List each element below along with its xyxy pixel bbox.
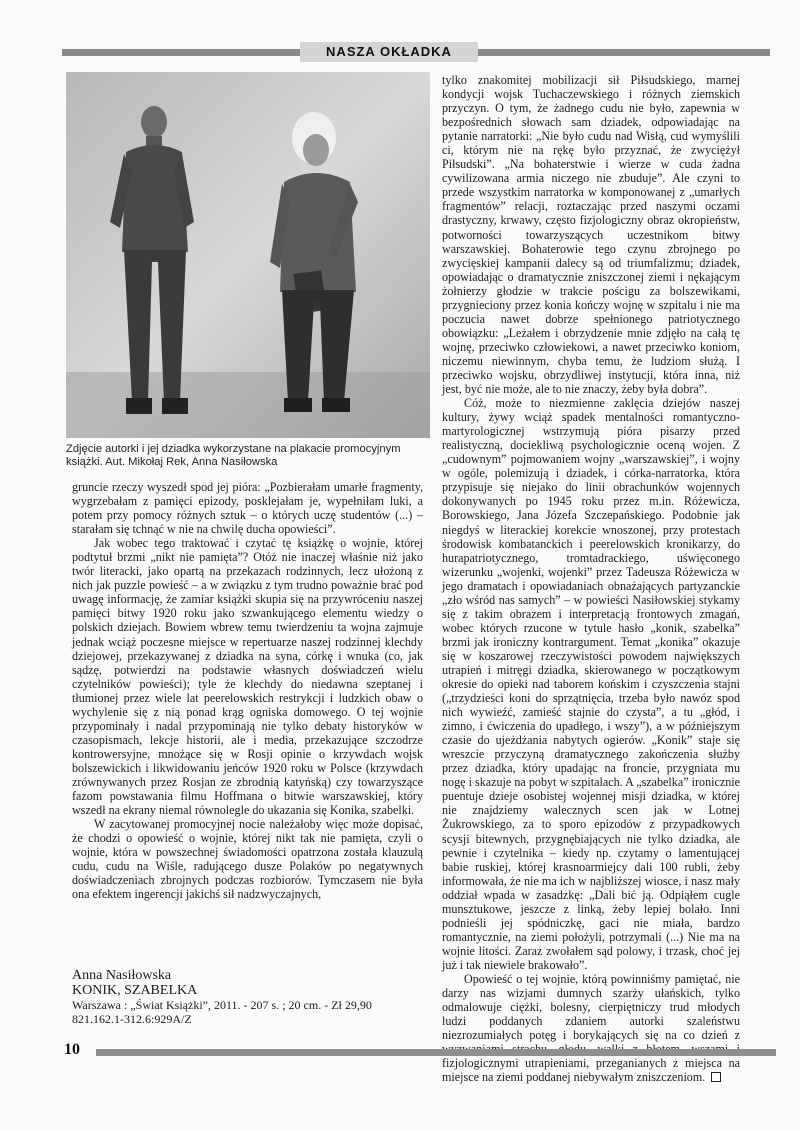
section-title: NASZA OKŁADKA: [326, 44, 452, 59]
photo-image: [66, 72, 430, 438]
paragraph: gruncie rzeczy wyszedł spod jej pióra: „Pozbierałam umarłe fragmenty, wygrzebałam z pamięci epizody, posklejałam je, wypełniłam luki, a potem przy pomocy różnych sztuk – o których uczę studentów (...) – starałam się tchnąć w nie na chwilę ducha opowieści”.: [72, 480, 423, 537]
book-title: KONIK, SZABELKA: [72, 983, 198, 998]
paragraph: Cóż, może to niezmienne zaklęcia dziejów naszej kultury, żywy wciąż spadek mentalności romantyczno-martyrologicznej wstrzymują pióra pisarzy przed realistyczną, dociekliwą psychologicznie oceną wojen. Z „cudownym” pojmowaniem wojny „warszawskiej”, i wojny w ogóle, polemizują i dziadek, i córka-narratorka, która przypisuje się niejako do linii obrachunków wojennych dokonywanych po 1945 roku przez m.in. Różewicza, Borowskiego, Jana Józefa Szczepańskiego. Podobnie jak niegdyś w literackiej korekcie wnoszonej, przy protestach środowisk kombatanckich i peerelowskich kronikarzy, do hurapatriotycznego, tromtadrackiego, uświęconego wizerunku „wojenki, wojenki” przez Tadeusza Różewicza w jego dramatach i opowiadaniach obnażających partyzanckie „zło wśród nas samych” – w powieści Nasiłowskiej stykamy się z takim obrazem i interpretacją frontowych zmagań, wobec których rzucone w tytule hasło „konik, szabelka” brzmi jak ironiczny kontrargument. Temat „konika” okazuje się w koszarowej rzeczywistości powodem największych utrapień i mitręgi dziadka, skierowanego w początkowym okresie do opieki nad taborem końskim i czyszczenia stajni („trzydzieści koni do sprzątnięcia, trzeba było nawóz spod nich wywieźć, zamieść stajnie do czysta”, a tu „głód, i zimno, i ćwiczenia do upadłego, i wszy”), a w późniejszym czasie do ujeżdżania nabytych ogierów. „Konik” staje się wreszcie przyczyną dramatycznego zakończenia służby przez dziadka, który upadając na froncie, przygniata mu nogę i skazuje na pobyt w szpitalach. A „szabelka” ironicznie puentuje dzieje osobistej wojennej misji dziadka, w której nie znajdziemy walecznych scen jak w Lotnej Żukrowskiego, za to sporo epizodów z przypadkowych scysji bitewnych, przygnębiających nie tylko dziadka, ale pewnie i czytelnika – kiedy np. czytamy o lamentującej babie ruskiej, której krasnoarmiejcy dali 100 rubli, żeby informowała, że nie ma ich w najbliższej wiosce, i nasz mały oddział wpada w zasadzkę: „Dali bić ją. Odpiąłem cugle munsztukowe, jeszcze z linką, żeby lepiej bolało. Inni podnieśli jej spódniczkę, gaci nie miała, bardzo romantycznie, na ziemi położyli, potrzymali (...) Nie ma na wojnie litości. Zaraz zwołałem sąd polowy, i trzask, choć jej już i tak niewiele brakowało”.: [442, 396, 740, 972]
paragraph: tylko znakomitej mobilizacji sił Piłsudskiego, marnej kondycji wojsk Tuchaczewskiego i różnych ziemskich przyczyn. O tym, że żadnego cudu nie było, zapewnia w bezpośrednich słowach sam dziadek, odpowiadając na pytanie narratorki: „Nie było cudu nad Wisłą, cud wymyślili ci, którym nie na rękę było przyznać, że zwyciężył Piłsudski”. „Na bohaterstwie i wierze w cuda żadna cywilizowana armia niczego nie zbuduje”. Ale czyni to przede wszystkim narratorka w komponowanej z „umarłych fragmentów” relacji, roztaczając przed naszymi oczami drastyczny, krwawy, często fizjologiczny obraz okropieństw, potworności towarzyszących uczestnikom bitwy warszawskiej. Bohaterowie tego czynu zbrojnego po zwycięskiej kampanii dalecy są od triumfalizmu; dziadek, opowiadając o dramatycznie zniszczonej ziemi i nękającym żołnierzy głodzie w trakcie pościgu za bolszewikami, przygnieciony przez konia kończy wojnę w szpitalu i nie ma poczucia nawet dobrze spełnionego patriotycznego obowiązku: „Leżałem i obrzydzenie mnie zdjęło na całą tę wojnę, przeciwko człowiekowi, a nawet przeciwko koniom, niczemu niewinnym, chyba temu, że ludziom służą. I przeciwko wojsku, obrzydliwej instytucji, która inna, niż jest, być nie może, ale to nie znaczy, żeby była dobra”.: [442, 73, 740, 397]
paragraph-text: Opowieść o tej wojnie, którą powinniśmy pamiętać, nie darzy nas wizjami dumnych szarży ułańskich, tylko odmalowuje ciężki, bolesny, cierpiętniczy trud młodych ludzi poddanych zdaniem autorki szaleństwu niezrozumiałych potęg i borykających się na co dzień z fizjologicznymi utrapieniami, przeganianych z miejsca na miejsce na ziemi poddanej niebywałym zniszczeniom.: [442, 972, 740, 1085]
udc-code: 821.162.1-312.6:929A/Z: [72, 1012, 192, 1026]
end-of-article-icon: [711, 1072, 721, 1082]
footer-rule: [96, 1049, 776, 1056]
book-author: Anna Nasiłowska: [72, 968, 172, 983]
publication-info: Warszawa : „Świat Książki”, 2011. - 207 s. ; 20 cm. - Zł 29,90: [72, 998, 372, 1012]
bibliography: [72, 968, 432, 1026]
cover-photo: [66, 72, 430, 438]
paragraph: Jak wobec tego traktować i czytać tę książkę o wojnie, której podtytuł brzmi „nikt nie pamięta”? Otóż nie inaczej właśnie niż jako twór literacki, jako opartą na przekazach rodzinnych, lecz ułożoną z nich jak puzzle powieść – a w związku z tym trudno poważnie brać pod uwagę informację, że zamiar książki skupia się na przywróceniu naszej pamięci bitwy 1920 roku jako szwankującego elementu wiedzy o polskich dziejach. Bowiem wbrew temu twierdzeniu ta wojna zajmuje jednak wciąż poczesne miejsce w repertuarze naszej rodzinnej klechdy dziejowej, przekazywanej z dziadka na syna, córkę i wnuka (co, jak sądzę, potwierdzi na podstawie własnych doświadczeń wielu czytelników powieści); tyle że klechdy do niedawna szeptanej i tłumionej przez wiele lat peerelowskich restrykcji i ludzkich obaw o wychylenie się z nią ponad krąg ogniska domowego. O tej wojnie przypominały i nadal przypominają nie tylko debaty historyków w czasopismach, lekcje historii, ale i media, przekazujące szczodrze kontrowersyjne, mnożące się w Rosji opinie o krzywdach wojsk bolszewickich i likwidowaniu jeńców 1920 roku w Polsce (krzywdach zrównywanych przez Rosjan ze zbrodnią katyńską) czy towarzyszące fazom powstawania filmu Hoffmana o bitwie warszawskiej, który wszedł na ekrany niemal równolegle do ukazania się Konika, szabelki.: [72, 536, 423, 818]
page-number: 10: [64, 1041, 80, 1058]
photo-caption: Zdjęcie autorki i jej dziadka wykorzystane na plakacie promocyjnym książki. Aut. Mikołaj Rek, Anna Nasiłowska: [66, 443, 401, 468]
paragraph: W zacytowanej promocyjnej nocie należałoby więc może dopisać, że chodzi o opowieść o wojnie, której nikt tak nie pamięta, czyli o wojnie, która w powszechnej świadomości opatrzona została klauzulą cudu, cudu na Wiśle, radującego dusze Polaków po negatywnych doświadczeniach zbrojnych podczas rozbiorów. Tymczasem nie była ona efektem ingerencji jakichś sił nadzwyczajnych,: [72, 817, 423, 902]
paragraph: [442, 972, 740, 1084]
left-column: [72, 480, 423, 901]
right-column: [442, 73, 740, 1084]
